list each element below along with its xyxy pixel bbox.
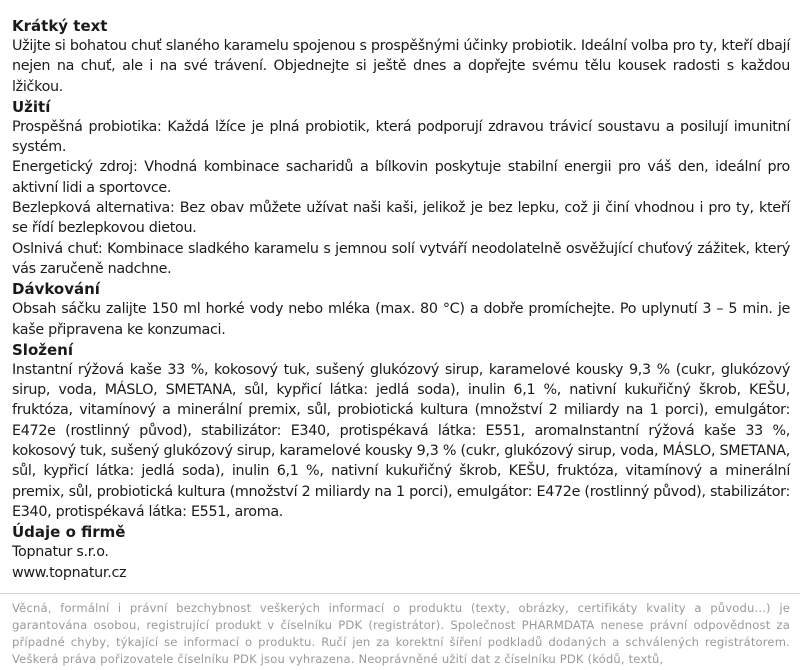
usage-item-gluten-free: Bezlepková alternativa: Bez obav můžete užívat naši kaši, jelikož je bez lepku, což ji činí vhodnou i pro ty, kteří se řídí bezlepkovou dietou. [12, 200, 790, 237]
company-heading: Údaje o firmě [12, 523, 126, 542]
dosage-paragraph: Obsah sáčku zalijte 150 ml horké vody nebo mléka (max. 80 °C) a dobře promíchejte. Po uplynutí 3 – 5 min. je kaše připravena ke konzumaci. [12, 301, 790, 338]
company-name: Topnatur s.r.o. [12, 544, 109, 561]
short-text-heading: Krátký text [12, 17, 108, 35]
pharmdata-disclaimer: Věcná, formální i právní bezchybnost veškerých informací o produktu (texty, obrázky, certifikáty kvality a původu...) je garantována osobou, registrující produkt v číselníku PDK (registrátor). Společnost PHARMDATA nenese právní odpovědnost za případné chyby, týkající se informací o produktu. Ručí jen za korektní šíření podkladů dodaných a schválených registrátorem. Veškerá práva pořizovatele číselníku PDK jsou vyhrazena. Neoprávněné užití dat z číselníku PDK (kódů, textů, [12, 601, 790, 666]
usage-item-energy: Energetický zdroj: Vhodná kombinace sacharidů a bílkovin poskytuje stabilní energii pro váš den, ideální pro aktivní lidi a sportovce. [12, 159, 790, 196]
short-text-paragraph: Užijte si bohatou chuť slaného karamelu spojenou s prospěšnými účinky probiotik. Ideální volba pro ty, kteří dbají nejen na chuť, ale i na své trávení. Objednejte si ještě dnes a dopřejte svému tělu kousek radosti s každou lžičkou. [12, 38, 790, 95]
usage-heading: Užití [12, 97, 51, 116]
footer-divider [0, 593, 800, 594]
composition-paragraph: Instantní rýžová kaše 33 %, kokosový tuk, sušený glukózový sirup, karamelové kousky 9,3 % (cukr, glukózový sirup, voda, MÁSLO, SMETANA, sůl, kypřicí látka: jedlá soda), inulin 6,1 %, nativní kukuřičný škrob, KEŠU, fruktóza, vitamínový a minerální premix, sůl, probiotická kultura (množství 2 miliardy na 1 porci), emulgátor: E472e (rostlinný původ), stabilizátor: E340, protispékavá látka: E551, aromaInstantní rýžová kaše 33 %, kokosový tuk, sušený glukózový sirup, karamelové kousky 9,3 % (cukr, glukózový sirup, voda, MÁSLO, SMETANA, sůl, kypřicí látka: jedlá soda), inulin 6,1 %, nativní kukuřičný škrob, KEŠU, fruktóza, vitamínový a minerální premix, sůl, probiotická kultura (množství 2 miliardy na 1 porci), emulgátor: E472e (rostlinný původ), stabilizátor: E340, protispékavá látka: E551, aroma. [12, 361, 790, 520]
dosage-heading: Dávkování [12, 280, 100, 299]
product-info [12, 16, 790, 583]
company-website: www.topnatur.cz [12, 564, 127, 581]
composition-heading: Složení [12, 340, 73, 359]
usage-item-taste: Oslnivá chuť: Kombinace sladkého karamelu s jemnou solí vytváří neodolatelně osvěžující chuťový zážitek, který vás zaručeně nadchne. [12, 240, 790, 277]
usage-item-probiotics: Prospěšná probiotika: Každá lžíce je plná probiotik, která podporují zdravou trávicí soustavu a posilují imunitní systém. [12, 118, 790, 156]
